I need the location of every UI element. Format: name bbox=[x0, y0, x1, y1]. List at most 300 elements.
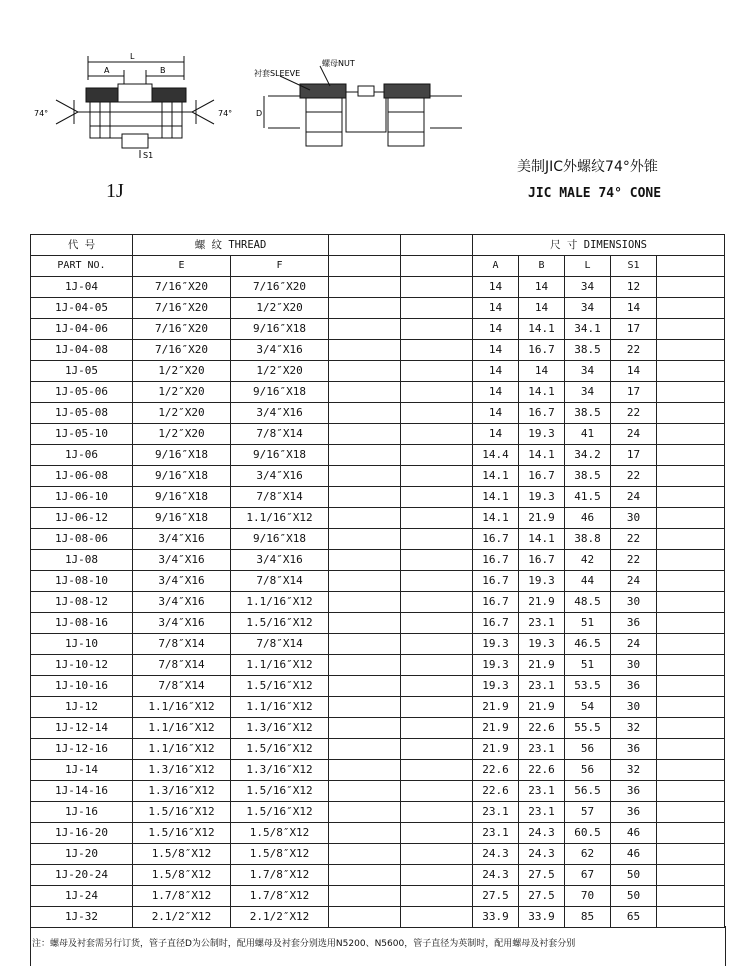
title-english: JIC MALE 74° CONE bbox=[528, 186, 662, 201]
cell-blank bbox=[657, 907, 725, 928]
cell-a: 16.7 bbox=[473, 571, 519, 592]
dim-label-l: L bbox=[130, 52, 135, 61]
cell-blank bbox=[657, 760, 725, 781]
cell-blank bbox=[657, 655, 725, 676]
cell-l: 34.2 bbox=[565, 445, 611, 466]
cell-e: 7/8″X14 bbox=[133, 634, 231, 655]
cell-blank bbox=[657, 865, 725, 886]
cell-e: 1.3/16″X12 bbox=[133, 781, 231, 802]
table-row bbox=[31, 403, 725, 424]
cell-blank bbox=[329, 445, 401, 466]
table-row bbox=[31, 802, 725, 823]
cell-blank bbox=[657, 529, 725, 550]
cell-s1: 17 bbox=[611, 319, 657, 340]
cell-blank bbox=[329, 487, 401, 508]
cell-b: 23.1 bbox=[519, 676, 565, 697]
cell-b: 19.3 bbox=[519, 424, 565, 445]
cell-blank bbox=[401, 865, 473, 886]
footnote: 注：螺母及衬套需另行订货，管子直径D为公制时，配用螺母及衬套分别选用N5200、N5600，管子直径为英制时，配用螺母及衬套分别 bbox=[32, 939, 576, 949]
cell-s1: 22 bbox=[611, 340, 657, 361]
cell-f: 1.1/16″X12 bbox=[231, 508, 329, 529]
cell-f: 1.1/16″X12 bbox=[231, 697, 329, 718]
cell-l: 46 bbox=[565, 508, 611, 529]
dim-label-a: A bbox=[104, 66, 110, 75]
cell-l: 70 bbox=[565, 886, 611, 907]
cell-s1: 30 bbox=[611, 508, 657, 529]
cell-f: 7/8″X14 bbox=[231, 634, 329, 655]
cell-b: 23.1 bbox=[519, 802, 565, 823]
cell-blank bbox=[657, 844, 725, 865]
cell-e: 1.1/16″X12 bbox=[133, 718, 231, 739]
cell-part: 1J-14-16 bbox=[31, 781, 133, 802]
cell-part: 1J-06 bbox=[31, 445, 133, 466]
cell-b: 14.1 bbox=[519, 529, 565, 550]
cell-s1: 14 bbox=[611, 298, 657, 319]
cell-a: 14 bbox=[473, 403, 519, 424]
cell-a: 23.1 bbox=[473, 802, 519, 823]
table-row bbox=[31, 550, 725, 571]
cell-f: 1.5/16″X12 bbox=[231, 781, 329, 802]
cell-a: 22.6 bbox=[473, 781, 519, 802]
cell-s1: 24 bbox=[611, 634, 657, 655]
cell-b: 14.1 bbox=[519, 319, 565, 340]
cell-s1: 36 bbox=[611, 676, 657, 697]
cell-blank bbox=[329, 676, 401, 697]
cell-f: 7/8″X14 bbox=[231, 487, 329, 508]
cell-part: 1J-08-06 bbox=[31, 529, 133, 550]
cell-b: 21.9 bbox=[519, 592, 565, 613]
cell-blank bbox=[329, 655, 401, 676]
cell-s1: 32 bbox=[611, 760, 657, 781]
table-row bbox=[31, 781, 725, 802]
cell-blank bbox=[401, 823, 473, 844]
cell-blank bbox=[657, 676, 725, 697]
cell-b: 19.3 bbox=[519, 571, 565, 592]
table-row bbox=[31, 571, 725, 592]
cell-l: 55.5 bbox=[565, 718, 611, 739]
cell-s1: 46 bbox=[611, 844, 657, 865]
cell-e: 7/16″X20 bbox=[133, 340, 231, 361]
cell-l: 38.8 bbox=[565, 529, 611, 550]
cell-l: 51 bbox=[565, 655, 611, 676]
table-row bbox=[31, 613, 725, 634]
cell-l: 44 bbox=[565, 571, 611, 592]
header-thread: 螺 纹 THREAD bbox=[133, 235, 329, 256]
cell-f: 1.5/8″X12 bbox=[231, 844, 329, 865]
cell-blank bbox=[401, 424, 473, 445]
cell-e: 9/16″X18 bbox=[133, 445, 231, 466]
cell-a: 16.7 bbox=[473, 613, 519, 634]
cell-blank bbox=[401, 340, 473, 361]
cell-part: 1J-08 bbox=[31, 550, 133, 571]
cell-blank bbox=[329, 697, 401, 718]
cell-l: 34 bbox=[565, 361, 611, 382]
cell-part: 1J-06-08 bbox=[31, 466, 133, 487]
cell-f: 1.5/16″X12 bbox=[231, 676, 329, 697]
cell-a: 14 bbox=[473, 319, 519, 340]
cell-blank bbox=[329, 319, 401, 340]
cell-blank bbox=[329, 907, 401, 928]
table-row bbox=[31, 529, 725, 550]
cell-e: 3/4″X16 bbox=[133, 571, 231, 592]
cell-blank bbox=[329, 886, 401, 907]
cell-e: 7/8″X14 bbox=[133, 676, 231, 697]
cell-s1: 30 bbox=[611, 592, 657, 613]
cell-blank bbox=[657, 802, 725, 823]
table-row bbox=[31, 718, 725, 739]
cell-blank bbox=[401, 655, 473, 676]
cell-f: 3/4″X16 bbox=[231, 550, 329, 571]
cell-part: 1J-04-06 bbox=[31, 319, 133, 340]
cell-blank bbox=[329, 298, 401, 319]
cell-part: 1J-10 bbox=[31, 634, 133, 655]
cell-part: 1J-16 bbox=[31, 802, 133, 823]
cell-f: 2.1/2″X12 bbox=[231, 907, 329, 928]
cell-b: 21.9 bbox=[519, 697, 565, 718]
cell-blank bbox=[329, 361, 401, 382]
cell-part: 1J-12-14 bbox=[31, 718, 133, 739]
cell-blank bbox=[401, 907, 473, 928]
cell-s1: 22 bbox=[611, 550, 657, 571]
cell-blank bbox=[401, 760, 473, 781]
cell-b: 14 bbox=[519, 361, 565, 382]
cell-blank bbox=[329, 403, 401, 424]
cell-blank bbox=[657, 424, 725, 445]
cell-b: 14 bbox=[519, 298, 565, 319]
fitting-1j-drawing bbox=[56, 56, 214, 158]
cell-blank bbox=[401, 739, 473, 760]
cell-l: 38.5 bbox=[565, 340, 611, 361]
table-row bbox=[31, 823, 725, 844]
cell-e: 1.5/8″X12 bbox=[133, 844, 231, 865]
cell-blank bbox=[401, 718, 473, 739]
cell-f: 1.5/16″X12 bbox=[231, 739, 329, 760]
cell-blank bbox=[401, 781, 473, 802]
cell-l: 38.5 bbox=[565, 466, 611, 487]
cell-a: 14 bbox=[473, 298, 519, 319]
cell-blank bbox=[401, 550, 473, 571]
cell-part: 1J-20-24 bbox=[31, 865, 133, 886]
cell-blank bbox=[401, 487, 473, 508]
table-row bbox=[31, 382, 725, 403]
cell-e: 1/2″X20 bbox=[133, 403, 231, 424]
cell-l: 42 bbox=[565, 550, 611, 571]
cell-part: 1J-10-12 bbox=[31, 655, 133, 676]
cell-e: 1/2″X20 bbox=[133, 424, 231, 445]
cell-a: 21.9 bbox=[473, 739, 519, 760]
cell-part: 1J-24 bbox=[31, 886, 133, 907]
cell-e: 7/16″X20 bbox=[133, 298, 231, 319]
cell-blank bbox=[401, 592, 473, 613]
cell-b: 22.6 bbox=[519, 760, 565, 781]
table-row bbox=[31, 739, 725, 760]
cell-s1: 50 bbox=[611, 865, 657, 886]
cell-blank bbox=[657, 613, 725, 634]
cell-l: 67 bbox=[565, 865, 611, 886]
cell-a: 16.7 bbox=[473, 550, 519, 571]
cell-s1: 12 bbox=[611, 277, 657, 298]
cell-blank bbox=[329, 823, 401, 844]
cell-b: 16.7 bbox=[519, 550, 565, 571]
table-row bbox=[31, 298, 725, 319]
cell-blank bbox=[329, 571, 401, 592]
table-row bbox=[31, 697, 725, 718]
cell-blank bbox=[401, 634, 473, 655]
cell-blank bbox=[401, 277, 473, 298]
table-row bbox=[31, 592, 725, 613]
cell-part: 1J-05-06 bbox=[31, 382, 133, 403]
cell-blank bbox=[401, 844, 473, 865]
cell-blank bbox=[401, 886, 473, 907]
cell-blank bbox=[657, 298, 725, 319]
table-row bbox=[31, 277, 725, 298]
cell-b: 24.3 bbox=[519, 844, 565, 865]
cell-e: 9/16″X18 bbox=[133, 508, 231, 529]
cell-a: 14.4 bbox=[473, 445, 519, 466]
cell-blank bbox=[329, 382, 401, 403]
table-row bbox=[31, 445, 725, 466]
cell-f: 1.7/8″X12 bbox=[231, 886, 329, 907]
header-dimensions: 尺 寸 DIMENSIONS bbox=[473, 235, 725, 256]
cell-b: 23.1 bbox=[519, 613, 565, 634]
subheader-e: E bbox=[133, 256, 231, 277]
cell-a: 14.1 bbox=[473, 466, 519, 487]
cell-e: 3/4″X16 bbox=[133, 592, 231, 613]
cell-s1: 22 bbox=[611, 529, 657, 550]
cell-b: 22.6 bbox=[519, 718, 565, 739]
header-blank-1 bbox=[329, 235, 401, 256]
subheader-f: F bbox=[231, 256, 329, 277]
cell-s1: 30 bbox=[611, 655, 657, 676]
table-row bbox=[31, 487, 725, 508]
cell-blank bbox=[401, 466, 473, 487]
cell-l: 57 bbox=[565, 802, 611, 823]
cell-a: 19.3 bbox=[473, 676, 519, 697]
cell-part: 1J-16-20 bbox=[31, 823, 133, 844]
cell-a: 14 bbox=[473, 277, 519, 298]
cell-a: 22.6 bbox=[473, 760, 519, 781]
cell-b: 16.7 bbox=[519, 466, 565, 487]
cell-b: 19.3 bbox=[519, 487, 565, 508]
header-code: 代 号 bbox=[31, 235, 133, 256]
cell-l: 56.5 bbox=[565, 781, 611, 802]
cell-s1: 46 bbox=[611, 823, 657, 844]
table-row bbox=[31, 634, 725, 655]
cell-f: 1.5/8″X12 bbox=[231, 823, 329, 844]
cell-blank bbox=[657, 550, 725, 571]
cell-a: 27.5 bbox=[473, 886, 519, 907]
cell-a: 33.9 bbox=[473, 907, 519, 928]
table-row bbox=[31, 760, 725, 781]
cell-s1: 36 bbox=[611, 802, 657, 823]
table-row bbox=[31, 424, 725, 445]
cell-blank bbox=[329, 865, 401, 886]
cell-f: 3/4″X16 bbox=[231, 340, 329, 361]
cell-part: 1J-06-10 bbox=[31, 487, 133, 508]
cell-blank bbox=[401, 319, 473, 340]
cell-e: 2.1/2″X12 bbox=[133, 907, 231, 928]
cell-l: 56 bbox=[565, 739, 611, 760]
cell-b: 23.1 bbox=[519, 739, 565, 760]
cell-s1: 36 bbox=[611, 781, 657, 802]
cell-b: 27.5 bbox=[519, 865, 565, 886]
cell-s1: 36 bbox=[611, 739, 657, 760]
cell-l: 34 bbox=[565, 298, 611, 319]
cell-part: 1J-12-16 bbox=[31, 739, 133, 760]
cell-blank bbox=[329, 340, 401, 361]
cell-a: 14.1 bbox=[473, 487, 519, 508]
cell-blank bbox=[657, 592, 725, 613]
cell-b: 21.9 bbox=[519, 508, 565, 529]
cell-a: 19.3 bbox=[473, 655, 519, 676]
cell-l: 48.5 bbox=[565, 592, 611, 613]
cell-e: 1.3/16″X12 bbox=[133, 760, 231, 781]
dim-label-s1: S1 bbox=[143, 151, 154, 160]
cell-blank bbox=[329, 718, 401, 739]
cell-l: 85 bbox=[565, 907, 611, 928]
cell-l: 53.5 bbox=[565, 676, 611, 697]
cell-blank bbox=[657, 361, 725, 382]
cell-e: 1.5/16″X12 bbox=[133, 802, 231, 823]
fitting-assembly-drawing bbox=[264, 66, 462, 146]
cell-b: 19.3 bbox=[519, 634, 565, 655]
cell-e: 7/16″X20 bbox=[133, 277, 231, 298]
cell-b: 24.3 bbox=[519, 823, 565, 844]
dim-label-d: D bbox=[256, 109, 263, 118]
table-row bbox=[31, 676, 725, 697]
cell-f: 9/16″X18 bbox=[231, 529, 329, 550]
cell-f: 3/4″X16 bbox=[231, 403, 329, 424]
cell-b: 23.1 bbox=[519, 781, 565, 802]
cell-blank bbox=[401, 529, 473, 550]
cell-part: 1J-10-16 bbox=[31, 676, 133, 697]
cell-blank bbox=[329, 802, 401, 823]
cell-blank bbox=[401, 571, 473, 592]
table-row bbox=[31, 655, 725, 676]
cell-l: 41 bbox=[565, 424, 611, 445]
cell-a: 14 bbox=[473, 382, 519, 403]
cell-blank bbox=[329, 739, 401, 760]
cell-part: 1J-08-12 bbox=[31, 592, 133, 613]
table-row bbox=[31, 907, 725, 928]
model-label: 1J bbox=[106, 180, 124, 202]
cell-b: 33.9 bbox=[519, 907, 565, 928]
cell-e: 9/16″X18 bbox=[133, 487, 231, 508]
table-header-row bbox=[31, 235, 725, 256]
cell-s1: 36 bbox=[611, 613, 657, 634]
cell-a: 24.3 bbox=[473, 865, 519, 886]
table-row bbox=[31, 340, 725, 361]
table-row bbox=[31, 865, 725, 886]
cell-s1: 24 bbox=[611, 487, 657, 508]
cell-blank bbox=[401, 361, 473, 382]
cell-l: 34 bbox=[565, 277, 611, 298]
cell-l: 34.1 bbox=[565, 319, 611, 340]
table-subheader-row bbox=[31, 256, 725, 277]
cell-l: 54 bbox=[565, 697, 611, 718]
cell-blank bbox=[657, 403, 725, 424]
cell-part: 1J-04-05 bbox=[31, 298, 133, 319]
cell-f: 7/16″X20 bbox=[231, 277, 329, 298]
cell-s1: 22 bbox=[611, 466, 657, 487]
cell-s1: 50 bbox=[611, 886, 657, 907]
cell-e: 1.1/16″X12 bbox=[133, 739, 231, 760]
cell-blank bbox=[657, 886, 725, 907]
cell-f: 1/2″X20 bbox=[231, 361, 329, 382]
cell-part: 1J-04 bbox=[31, 277, 133, 298]
cell-e: 1.5/16″X12 bbox=[133, 823, 231, 844]
cell-e: 3/4″X16 bbox=[133, 550, 231, 571]
cell-f: 1.5/16″X12 bbox=[231, 613, 329, 634]
cell-f: 9/16″X18 bbox=[231, 445, 329, 466]
cell-f: 1.1/16″X12 bbox=[231, 592, 329, 613]
angle-label-right: 74° bbox=[218, 109, 233, 118]
cell-b: 16.7 bbox=[519, 340, 565, 361]
cell-l: 51 bbox=[565, 613, 611, 634]
cell-blank bbox=[401, 508, 473, 529]
cell-b: 27.5 bbox=[519, 886, 565, 907]
cell-blank bbox=[657, 340, 725, 361]
cell-f: 9/16″X18 bbox=[231, 382, 329, 403]
cell-part: 1J-32 bbox=[31, 907, 133, 928]
cell-e: 1.5/8″X12 bbox=[133, 865, 231, 886]
cell-blank bbox=[329, 634, 401, 655]
cell-part: 1J-08-16 bbox=[31, 613, 133, 634]
cell-part: 1J-12 bbox=[31, 697, 133, 718]
table-row bbox=[31, 886, 725, 907]
cell-e: 7/16″X20 bbox=[133, 319, 231, 340]
cell-blank bbox=[657, 382, 725, 403]
cell-blank bbox=[657, 277, 725, 298]
cell-blank bbox=[329, 508, 401, 529]
cell-l: 34 bbox=[565, 382, 611, 403]
table-row bbox=[31, 319, 725, 340]
cell-blank bbox=[329, 529, 401, 550]
cell-blank bbox=[401, 445, 473, 466]
header-blank-2 bbox=[401, 235, 473, 256]
cell-s1: 32 bbox=[611, 718, 657, 739]
cell-blank bbox=[329, 550, 401, 571]
cell-a: 21.9 bbox=[473, 718, 519, 739]
cell-s1: 65 bbox=[611, 907, 657, 928]
cell-e: 3/4″X16 bbox=[133, 613, 231, 634]
subheader-a: A bbox=[473, 256, 519, 277]
cell-e: 3/4″X16 bbox=[133, 529, 231, 550]
cell-blank bbox=[401, 802, 473, 823]
table-row bbox=[31, 844, 725, 865]
cell-e: 9/16″X18 bbox=[133, 466, 231, 487]
cell-e: 1.1/16″X12 bbox=[133, 697, 231, 718]
dim-label-b: B bbox=[160, 66, 166, 75]
cell-e: 7/8″X14 bbox=[133, 655, 231, 676]
cell-blank bbox=[657, 697, 725, 718]
angle-label-left: 74° bbox=[34, 109, 49, 118]
cell-blank bbox=[329, 277, 401, 298]
cell-a: 21.9 bbox=[473, 697, 519, 718]
cell-blank bbox=[401, 697, 473, 718]
cell-e: 1/2″X20 bbox=[133, 361, 231, 382]
cell-blank bbox=[657, 487, 725, 508]
cell-blank bbox=[329, 760, 401, 781]
cell-part: 1J-04-08 bbox=[31, 340, 133, 361]
cell-a: 14.1 bbox=[473, 508, 519, 529]
cell-blank bbox=[401, 403, 473, 424]
cell-blank bbox=[329, 844, 401, 865]
cell-b: 21.9 bbox=[519, 655, 565, 676]
cell-a: 14 bbox=[473, 424, 519, 445]
cell-blank bbox=[657, 739, 725, 760]
cell-a: 16.7 bbox=[473, 529, 519, 550]
